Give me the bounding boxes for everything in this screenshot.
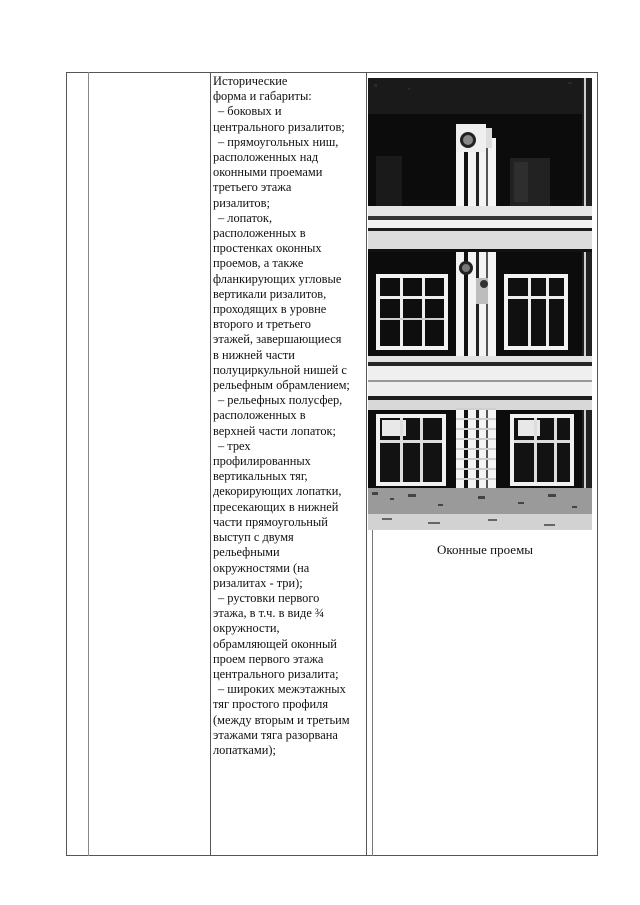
description-line: вертикали ризалитов, [213,286,327,301]
description-line: расположенных в [213,408,306,423]
description-line: фланкирующих угловые [213,271,342,286]
description-line: лопатками); [213,742,276,757]
description-line: рельефным обрамлением; [213,378,350,393]
table-column-divider-2 [210,72,211,856]
description-line: тяг простого профиля [213,697,329,712]
description-line: простенках оконных [213,241,322,256]
facade-photo-image [368,78,592,530]
description-line: (между вторым и третьим [213,712,350,727]
description-line: центрального ризалита; [213,666,339,681]
description-line: – рельефных полусфер, [218,393,343,408]
description-line: оконными проемами [213,165,323,180]
description-line: проем первого этажа [213,651,324,666]
description-line: профилированных [213,454,311,469]
description-line: – трех [218,438,251,453]
table-column-divider-1 [88,72,89,856]
description-line: – широких межэтажных [218,682,346,697]
table-bottom-border [66,855,598,856]
description-line: декорирующих лопатки, [213,484,342,499]
table-column-divider-4 [372,530,373,856]
description-line: в нижней части [213,347,295,362]
description-line: части прямоугольный [213,514,328,529]
table-left-border [66,72,67,856]
description-line: верхней части лопаток; [213,423,336,438]
description-line: окружности, [213,621,280,636]
description-line: центрального ризалитов; [213,119,345,134]
description-line: выступ с двумя [213,530,294,545]
description-line: ризалитов; [213,195,270,210]
description-line: третьего этажа [213,180,292,195]
description-line: расположенных в [213,226,306,241]
description-line: пресекающих в нижней [213,499,339,514]
description-line: обрамляющей оконный [213,636,337,651]
description-line: проемов, а также [213,256,304,271]
description-line: этажа, в т.ч. в виде ¾ [213,606,325,621]
description-line: расположенных над [213,150,319,165]
description-line: проходящих в уровне [213,302,327,317]
description-line: – прямоугольных ниш, [218,134,339,149]
table-column-divider-3 [366,72,367,856]
description-line: – боковых и [218,104,282,119]
description-line: второго и третьего [213,317,311,332]
description-line: вертикальных тяг, [213,469,308,484]
description-line: этажей, завершающиеся [213,332,342,347]
description-line: Исторические [213,74,288,88]
photo-caption: Оконные проемы [436,542,534,557]
description-line: форма и габариты: [213,89,312,104]
description-line: окружностями (на [213,560,310,575]
description-line: – лопаток, [218,210,273,225]
description-cell [213,74,365,758]
description-line: рельефными [213,545,280,560]
description-line: полуциркульной нишей с [213,362,347,377]
table-right-border [597,72,598,856]
table-top-border [66,72,598,73]
description-line: этажами тяга разорвана [213,727,338,742]
description-line: ризалитах - три); [213,575,303,590]
description-line: – рустовки первого [218,590,320,605]
facade-photo [368,78,592,530]
